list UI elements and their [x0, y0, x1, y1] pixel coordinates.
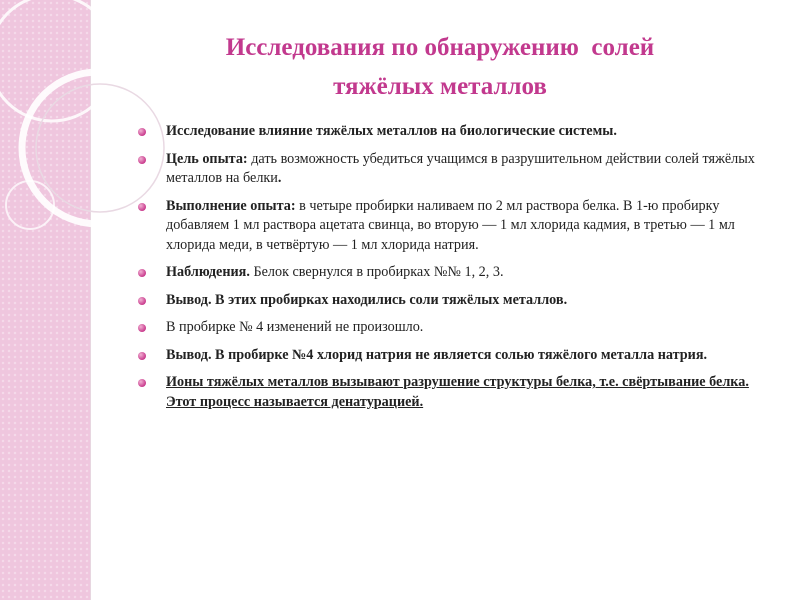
decorative-circle-large — [0, 0, 115, 121]
bullet-text: дать возможность убедиться учащимся в разрушительном действии солей тяжёлых металлов на белки — [166, 150, 755, 186]
bullet-item — [138, 122, 778, 142]
bullet-icon — [138, 379, 146, 387]
bullet-text: Исследование влияние тяжёлых металлов на биологические системы. — [166, 123, 617, 139]
bullet-text: Вывод. В пробирке №4 хлорид натрия не является солью тяжёлого металла натрия. — [166, 346, 708, 363]
bullet-icon — [138, 203, 146, 211]
bullet-list — [138, 122, 778, 420]
bullet-item — [138, 197, 778, 256]
bullet-icon — [138, 156, 146, 164]
bullet-label: Наблюдения. — [166, 264, 250, 280]
slide-title-line-2: тяжёлых металлов — [333, 73, 547, 100]
bullet-item — [138, 291, 778, 311]
slide-title-line-1: Исследования по обнаружению солей — [225, 34, 655, 61]
slide-title — [140, 28, 740, 106]
bullet-item — [138, 318, 778, 338]
bullet-text: Вывод. В этих пробирках находились соли тяжёлых металлов. — [166, 291, 568, 308]
bullet-text: В пробирке № 4 изменений не произошло. — [166, 319, 424, 335]
bullet-item — [138, 263, 778, 283]
bullet-item — [138, 346, 778, 366]
bullet-icon — [138, 128, 146, 136]
bullet-icon — [138, 297, 146, 305]
bullet-icon — [138, 324, 146, 332]
bullet-icon — [138, 352, 146, 360]
bullet-label: Цель опыта: — [166, 150, 248, 167]
bullet-text-tail: . — [277, 170, 282, 186]
bullet-label: Выполнение опыта: — [166, 197, 296, 214]
bullet-text: Белок свернулся в пробирках №№ 1, 2, 3. — [249, 264, 504, 280]
bullet-item — [138, 373, 778, 412]
bullet-icon — [138, 269, 146, 277]
bullet-item — [138, 150, 778, 189]
bullet-text: Ионы тяжёлых металлов вызывают разрушение структуры белка, т.е. свёртывание белка. Этот процесс называется денатурацией. — [166, 374, 749, 410]
bullet-text: в четыре пробирки наливаем по 2 мл раствора белка. В 1-ю пробирку добавляем 1 мл раствора ацетата свинца, во вторую — 1 мл хлорида кадмия, в третью — 1 мл хлорида меди, в четвёртую — 1 мл хлорида натрия. — [166, 197, 735, 253]
